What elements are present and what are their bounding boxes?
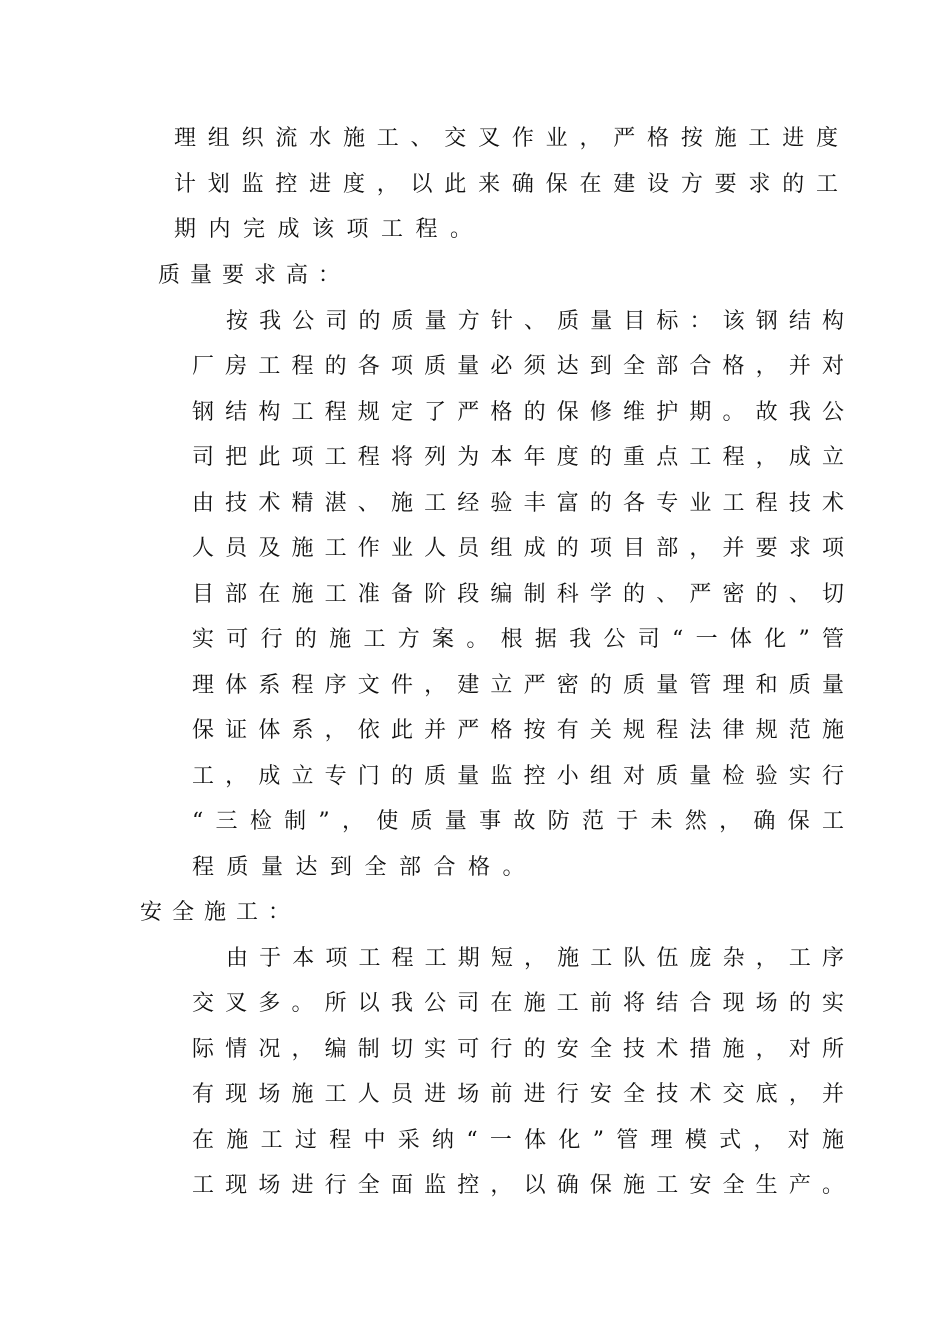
- quality-line-13: 程质量达到全部合格。: [192, 855, 538, 880]
- quality-line-7: 目部在施工准备阶段编制科学的、严密的、切: [192, 582, 844, 607]
- safety-line-6: 工现场进行全面监控，以确保施工安全生产。: [192, 1173, 844, 1198]
- safety-line-2: 交叉多。所以我公司在施工前将结合现场的实: [192, 991, 844, 1016]
- quality-line-10: 保证体系，依此并严格按有关规程法律规范施: [192, 718, 844, 743]
- safety-line-4: 有现场施工人员进场前进行安全技术交底，并: [192, 1082, 844, 1107]
- quality-line-5: 由技术精湛、施工经验丰富的各专业工程技术: [192, 491, 844, 516]
- quality-line-6: 人员及施工作业人员组成的项目部，并要求项: [192, 536, 844, 561]
- quality-line-4: 司把此项工程将列为本年度的重点工程，成立: [192, 445, 844, 470]
- intro-line-2: 计划监控进度，以此来确保在建设方要求的工: [174, 172, 838, 197]
- quality-line-9: 理体系程序文件，建立严密的质量管理和质量: [192, 673, 844, 698]
- quality-line-8: 实可行的施工方案。根据我公司“一体化”管: [192, 627, 844, 652]
- intro-line-3: 期内完成该项工程。: [174, 217, 485, 242]
- safety-line-3: 际情况，编制切实可行的安全技术措施，对所: [192, 1037, 844, 1062]
- safety-line-5: 在施工过程中采纳“一体化”管理模式，对施: [192, 1128, 844, 1153]
- quality-line-12: “三检制”，使质量事故防范于未然，确保工: [192, 809, 844, 834]
- quality-line-1: 按我公司的质量方针、质量目标：该钢结构: [226, 309, 844, 334]
- quality-line-11: 工，成立专门的质量监控小组对质量检验实行: [192, 764, 844, 789]
- section-heading-quality: 质量要求高：: [158, 263, 351, 288]
- section-heading-safety: 安全施工：: [140, 900, 301, 925]
- safety-line-1: 由于本项工程工期短，施工队伍庞杂，工序: [226, 946, 844, 971]
- quality-line-3: 钢结构工程规定了严格的保修维护期。故我公: [192, 400, 844, 425]
- quality-line-2: 厂房工程的各项质量必须达到全部合格，并对: [192, 354, 844, 379]
- intro-line-1: 理组织流水施工、交叉作业，严格按施工进度: [174, 126, 838, 151]
